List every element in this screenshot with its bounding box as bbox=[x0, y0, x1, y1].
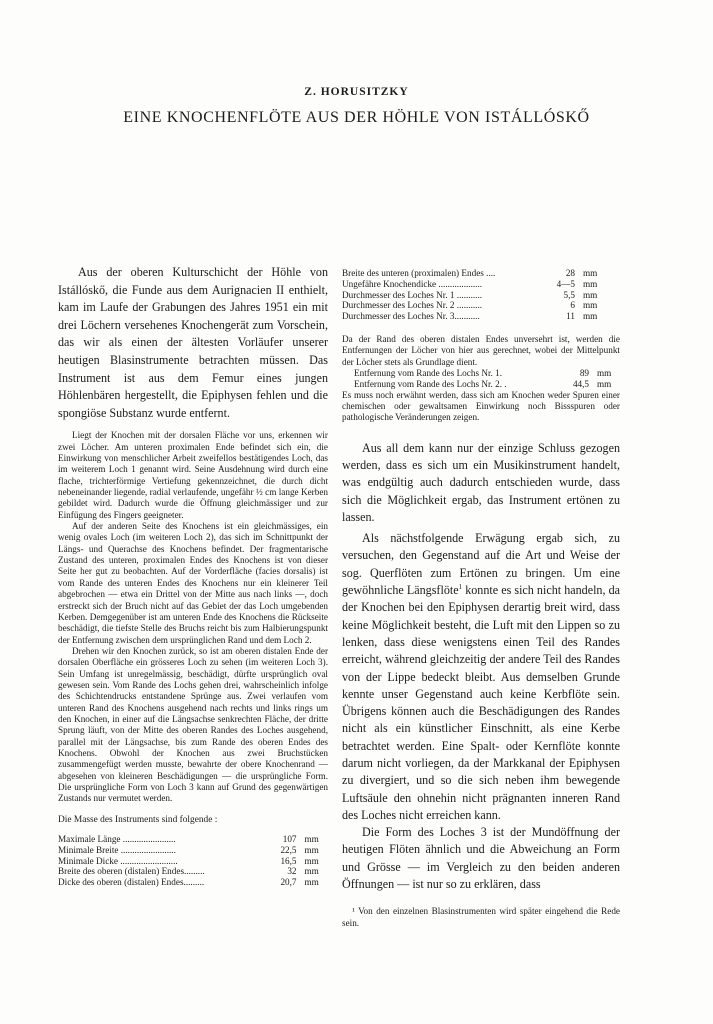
right-column bbox=[342, 268, 620, 929]
table-row bbox=[58, 856, 328, 867]
measure-unit: mm bbox=[304, 866, 319, 877]
distance-label: Entfernung vom Rande des Lochs Nr. 2. . bbox=[354, 378, 507, 389]
measure-value: 32 bbox=[287, 866, 297, 877]
measures-table-continued bbox=[342, 268, 607, 322]
measures-table bbox=[58, 834, 328, 888]
measure-value: 6 bbox=[570, 300, 575, 311]
measure-label: Dicke des oberen (distalen) Endes......... bbox=[58, 877, 205, 888]
table-row bbox=[342, 279, 607, 290]
footnote: ¹ Von den einzelnen Blasinstrumenten wird später eingehend die Rede sein. bbox=[342, 906, 620, 929]
paragraph-small: Liegt der Knochen mit der dorsalen Fläche vor uns, erkennen wir zwei Löcher. Am unteren proximalen Ende befindet sich ein, die Einwirkung von menschlicher Arbeit zweifellos bestätigendes Loch, das im weiterem Loch 1 genannt wird. Seine Ausdehnung wird durch eine flache, trichterförmige Vertiefung gekennzeichnet, die durch dicht nebeneinander liegende, radial verlaufende, ungefähr ½ cm lange Kerben gebildet wird. Dadurch wurde die Öffnung gleichmässiger und zur Einfügung des Fingers geeigneter. bbox=[58, 430, 328, 520]
measure-unit: mm bbox=[304, 844, 319, 855]
measure-unit: mm bbox=[583, 278, 598, 289]
measure-label: Durchmesser des Loches Nr. 1 ........... bbox=[342, 289, 483, 300]
distance-value: 89 bbox=[579, 368, 590, 379]
table-row bbox=[342, 311, 607, 322]
author-name: Z. HORUSITZKY bbox=[304, 86, 409, 98]
table-row bbox=[342, 300, 607, 311]
distance-unit: mm bbox=[597, 368, 612, 379]
measure-unit: mm bbox=[304, 855, 319, 866]
tail-note: Es muss noch erwähnt werden, dass sich am Knochen weder Spuren einer chemischen oder gewaltsamen Einwirkung noch Bissspuren oder pathologische Veränderungen zeigen. bbox=[342, 389, 620, 423]
table-row bbox=[342, 379, 620, 390]
measure-value: 11 bbox=[566, 311, 575, 322]
paragraph-small: Auf der anderen Seite des Knochens ist ein gleichmässiges, ein wenig ovales Loch (im weiteren Loch 2), das sich im Schnittpunkt der Längs- und Querachse des Knochens befindet. Der fragmentarische Zustand des unteren, proximalen Endes des Knochens ist von dieser Seite her gut zu beobachten. Auf der Vorderfläche (facies dorsalis) ist vom Rande des unteren Endes des Knochens nur ein kleinerer Teil abgebrochen — etwa ein Drittel von der Mitte aus nach links —, doch erstreckt sich der Bruch nicht auf das Gebiet der das Loch umgebenden Kerben. Demgegenüber ist am unteren Ende des Knochens die Rückseite beschädigt, die tiefste Stelle des Bruchs reicht bis zum Halbierungspunkt der Entfernung zwischen dem ursprünglichen Rand und dem Loch 2. bbox=[58, 521, 328, 645]
distance-value: 44,5 bbox=[572, 378, 590, 389]
body-paragraph: Die Form des Loches 3 ist der Mundöffnung der heutigen Flöten ähnlich und die Abweichung an Form und Grösse — im Vergleich zu den beiden anderen Öffnungen — ist nur so zu erklären, dass bbox=[342, 825, 620, 892]
distance-unit: mm bbox=[597, 378, 612, 389]
measure-label: Breite des oberen (distalen) Endes......... bbox=[58, 866, 205, 877]
body-text: konnte es sich nicht handeln, da der Knochen bei den Epiphysen derartig breit wird, dass keine Möglichkeit besteht, die Luft mit den Lippen so zu lenken, dass diese wenigstens einen Teil des Randes erreicht, während gleichzeitig der andere Teil des Randes von der Lippe bedeckt bleibt. Aus demselben Grunde kennte unser Gegenstand auch keine Kerbflöte sein. Übrigens können auch die Beschädigungen des Randes nicht als ein künstlicher Einschnitt, als eine Kerbe betrachtet werden. Eine Spalt- oder Kernflöte konnte darum nicht vorliegen, da der Markkanal der Epiphysen zu divergiert, und so die sich neben ihm bewegende Luftsäule den ohnehin nicht prägnanten inneren Rand des Loches nicht erreichen kann. bbox=[342, 583, 620, 822]
measure-unit: mm bbox=[304, 877, 319, 888]
measure-unit: mm bbox=[583, 289, 598, 300]
measure-value: 5,5 bbox=[563, 289, 575, 300]
distances-table bbox=[342, 368, 620, 390]
measure-value: 107 bbox=[282, 834, 297, 845]
body-paragraph: Aus all dem kann nur der einzige Schluss gezogen werden, dass es sich um ein Musikinstrument handelt, was endgültig auch dadurch entschieden wurde, dass sich die Möglichkeit ergab, das Instrument ertönen zu lassen. bbox=[342, 440, 620, 524]
measure-label: Durchmesser des Loches Nr. 3........... bbox=[342, 311, 480, 322]
table-row bbox=[342, 368, 620, 379]
measure-label: Ungefähre Knochendicke ................... bbox=[342, 278, 483, 289]
paragraph-small: Drehen wir den Knochen zurück, so ist am oberen distalen Ende der dorsalen Oberfläche ein grösseres Loch zu sehen (im weiteren Loch 3). Sein Umfang ist unregelmässig, beschädigt, dürfte ursprünglich oval gewesen sein. Vom Rande des Lochs gehen drei, wahrscheinlich infolge des Schichtendrucks entstandene Sprünge aus. Zwei verlaufen vom unteren Rand des Knochens ausgehend nach rechts und links rings um den Knochen, in einer auf die Längsachse senkrechten Fläche, der dritte Sprung läuft, von der Mitte des oberen Randes des Loches ausgehend, parallel mit der Längsachse, bis zum Rande des oberen Endes des Knochens. Obwohl der Knochen aus zwei Bruchstücken zusammengefügt werden musste, bewahrte der obere Knochenrand — abgesehen von kleineren Beschädigungen — die ursprüngliche Form. Die ursprüngliche Form von Loch 3 kann auf Grund des gegenwärtigen Zustands nur vermutet werden. bbox=[58, 645, 328, 804]
body-text: Als nächstfolgende Erwägung ergab sich, zu versuchen, den Gegenstand auf die Art und Weise der sog. Querflöten zum Ertönen zu bringen. Um eine gewöhnliche Längsflöte bbox=[342, 531, 620, 598]
measure-unit: mm bbox=[304, 834, 319, 845]
table-row bbox=[58, 834, 328, 845]
measure-value: 4—5 bbox=[556, 278, 575, 289]
measure-value: 20,7 bbox=[280, 877, 297, 888]
measure-unit: mm bbox=[583, 311, 598, 322]
measure-value: 16,5 bbox=[280, 855, 297, 866]
measure-value: 22,5 bbox=[280, 844, 297, 855]
distance-label: Entfernung vom Rande des Lochs Nr. 1. bbox=[354, 368, 502, 379]
table-row bbox=[58, 845, 328, 856]
body-paragraph bbox=[342, 530, 620, 824]
distance-note: Da der Rand des oberen distalen Endes unversehrt ist, werden die Entfernungen der Löcher von hier aus gerechnet, wobei der Mittelpunkt der Löcher stets als Grundlage dient. bbox=[342, 333, 620, 367]
measures-heading: Die Masse des Instruments sind folgende : bbox=[58, 814, 218, 825]
measure-label: Minimale Dicke ......................... bbox=[58, 855, 178, 866]
measure-label: Maximale Länge ....................... bbox=[58, 834, 176, 845]
table-row bbox=[58, 866, 328, 877]
table-row bbox=[58, 877, 328, 888]
lead-paragraph: Aus der oberen Kulturschicht der Höhle von Istállóskő, die Funde aus dem Aurignacien II enthielt, kam im Laufe der Grabungen des Jahres 1951 ein mit drei Löchern versehenes Knochengerät zum Vorschein, das wir als einen der ältesten Vorläufer unserer heutigen Blasinstrumente betrachten müssen. Das Instrument ist aus dem Femur eines jungen Höhlenbären hergestellt, die Epiphysen fehlen und die spongiöse Substanz wurde entfernt. bbox=[58, 265, 328, 420]
left-column bbox=[58, 264, 328, 888]
table-row bbox=[342, 268, 607, 279]
measure-value: 28 bbox=[565, 268, 575, 278]
article-title: EINE KNOCHENFLÖTE AUS DER HÖHLE VON ISTÁLLÓSKŐ bbox=[123, 109, 590, 126]
measure-label: Durchmesser des Loches Nr. 2 ........... bbox=[342, 300, 483, 311]
measure-label: Breite des unteren (proximalen) Endes .... bbox=[342, 268, 496, 278]
measure-label: Minimale Breite ........................ bbox=[58, 844, 176, 855]
table-row bbox=[342, 290, 607, 301]
footnote-marker: 1 bbox=[458, 582, 463, 591]
measure-unit: mm bbox=[583, 300, 598, 311]
measure-unit: mm bbox=[583, 268, 598, 278]
